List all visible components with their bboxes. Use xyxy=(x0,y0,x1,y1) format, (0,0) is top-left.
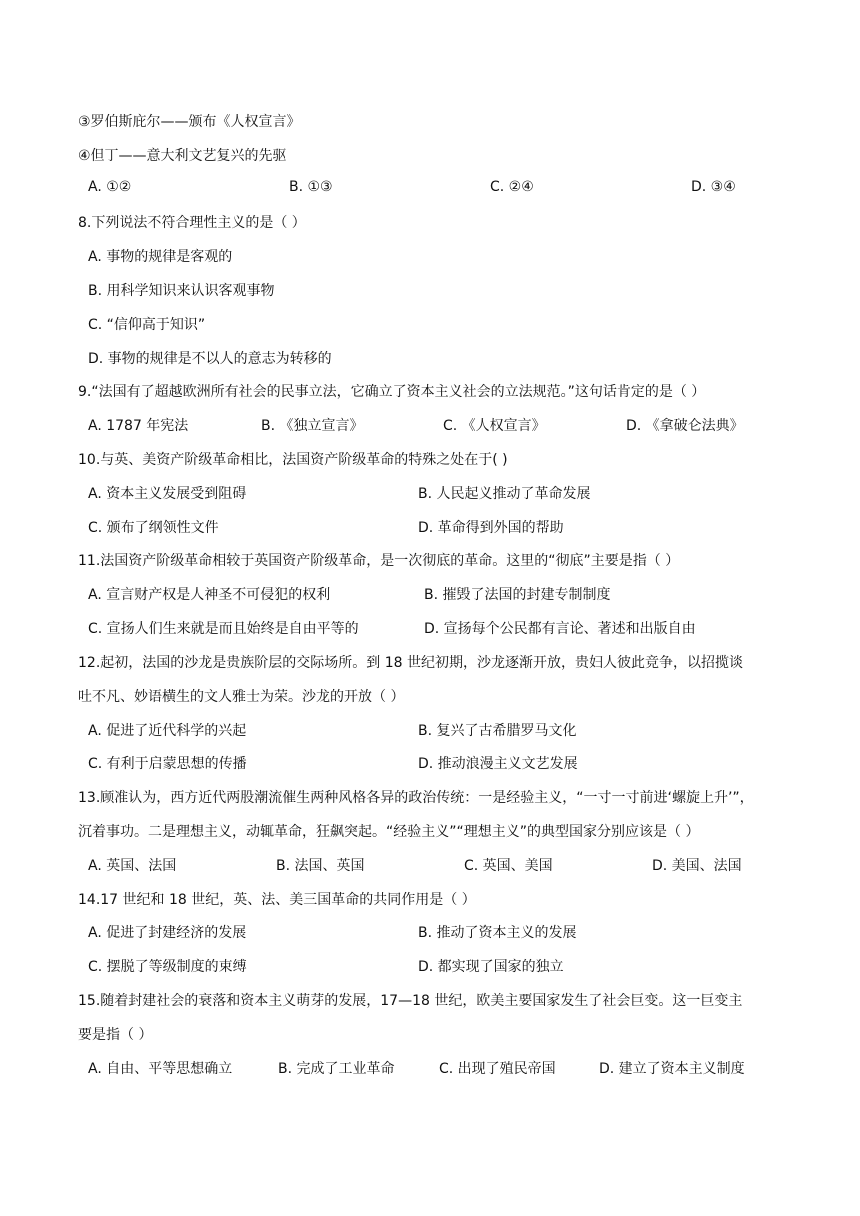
q11-option-a: A. 宣言财产权是人神圣不可侵犯的权利 xyxy=(88,587,331,603)
q9-option-a: A. 1787 年宪法 xyxy=(88,418,189,434)
q13-stem-line-2: 沉着事功。二是理想主义，动辄革命，狂飙突起。“经验主义”“理想主义”的典型国家分别应该是（ ） xyxy=(78,824,700,840)
q11-option-c: C. 宣扬人们生来就是而且始终是自由平等的 xyxy=(88,621,359,637)
q15-stem-line-1: 15.随着封建社会的衰落和资本主义萌芽的发展，17—18 世纪，欧美主要国家发生了社会巨变。这一巨变主 xyxy=(78,993,743,1009)
q15-option-d: D. 建立了资本主义制度 xyxy=(599,1061,745,1077)
q13-option-a: A. 英国、法国 xyxy=(88,858,177,874)
q12-option-d: D. 推动浪漫主义文艺发展 xyxy=(418,756,578,772)
q13-stem-line-1: 13.顾准认为，西方近代两股潮流催生两种风格各异的政治传统：一是经验主义，“一寸一寸前进‘螺旋上升’”， xyxy=(78,790,754,806)
q13-option-c: C. 英国、美国 xyxy=(464,858,553,874)
q14-stem: 14.17 世纪和 18 世纪，英、法、美三国革命的共同作用是（ ） xyxy=(78,892,476,908)
q7-option-a: A. ①② xyxy=(88,179,132,195)
q15-stem-line-2: 要是指（ ） xyxy=(78,1027,153,1043)
q12-option-b: B. 复兴了古希腊罗马文化 xyxy=(418,723,577,739)
q14-option-a: A. 促进了封建经济的发展 xyxy=(88,925,247,941)
q7-option-b: B. ①③ xyxy=(289,179,333,195)
q7-option-c: C. ②④ xyxy=(490,179,534,195)
q9-option-d: D. 《拿破仑法典》 xyxy=(626,418,744,434)
q8-stem: 8.下列说法不符合理性主义的是（ ） xyxy=(78,215,306,231)
q11-option-b: B. 摧毁了法国的封建专制制度 xyxy=(424,587,611,603)
q8-option-d: D. 事物的规律是不以人的意志为转移的 xyxy=(88,351,332,367)
option-line-4: ④但丁——意大利文艺复兴的先驱 xyxy=(78,148,287,164)
q12-stem-line-2: 吐不凡、妙语横生的文人雅士为荣。沙龙的开放（ ） xyxy=(78,689,405,705)
q14-option-b: B. 推动了资本主义的发展 xyxy=(418,925,577,941)
q8-option-c: C. “信仰高于知识” xyxy=(88,317,206,333)
q15-option-a: A. 自由、平等思想确立 xyxy=(88,1061,233,1077)
q10-stem: 10.与英、美资产阶级革命相比，法国资产阶级革命的特殊之处在于( ) xyxy=(78,452,508,468)
q12-option-c: C. 有利于启蒙思想的传播 xyxy=(88,756,247,772)
q12-stem-line-1: 12.起初，法国的沙龙是贵族阶层的交际场所。到 18 世纪初期，沙龙逐渐开放，贵妇人彼此竞争，以招揽谈 xyxy=(78,655,743,671)
option-line-3: ③罗伯斯庇尔——颁布《人权宣言》 xyxy=(78,114,301,130)
q11-stem: 11.法国资产阶级革命相较于英国资产阶级革命，是一次彻底的革命。这里的“彻底”主要是指（ ） xyxy=(78,553,680,569)
q10-option-b: B. 人民起义推动了革命发展 xyxy=(418,486,591,502)
q13-option-d: D. 美国、法国 xyxy=(652,858,742,874)
q11-option-d: D. 宣扬每个公民都有言论、著述和出版自由 xyxy=(424,621,696,637)
q10-option-d: D. 革命得到外国的帮助 xyxy=(418,520,564,536)
q8-option-b: B. 用科学知识来认识客观事物 xyxy=(88,283,275,299)
q8-option-a: A. 事物的规律是客观的 xyxy=(88,249,233,265)
q10-option-a: A. 资本主义发展受到阻碍 xyxy=(88,486,247,502)
q14-option-c: C. 摆脱了等级制度的束缚 xyxy=(88,959,247,975)
q9-stem: 9.“法国有了超越欧洲所有社会的民事立法，它确立了资本主义社会的立法规范。”这句话肯定的是（ ） xyxy=(78,384,706,400)
q15-option-c: C. 出现了殖民帝国 xyxy=(439,1061,556,1077)
q14-option-d: D. 都实现了国家的独立 xyxy=(418,959,564,975)
q15-option-b: B. 完成了工业革命 xyxy=(278,1061,395,1077)
q13-option-b: B. 法国、英国 xyxy=(276,858,365,874)
q10-option-c: C. 颁布了纲领性文件 xyxy=(88,520,219,536)
q9-option-b: B. 《独立宣言》 xyxy=(261,418,364,434)
q12-option-a: A. 促进了近代科学的兴起 xyxy=(88,723,247,739)
q7-option-d: D. ③④ xyxy=(691,179,736,195)
q9-option-c: C. 《人权宣言》 xyxy=(443,418,546,434)
